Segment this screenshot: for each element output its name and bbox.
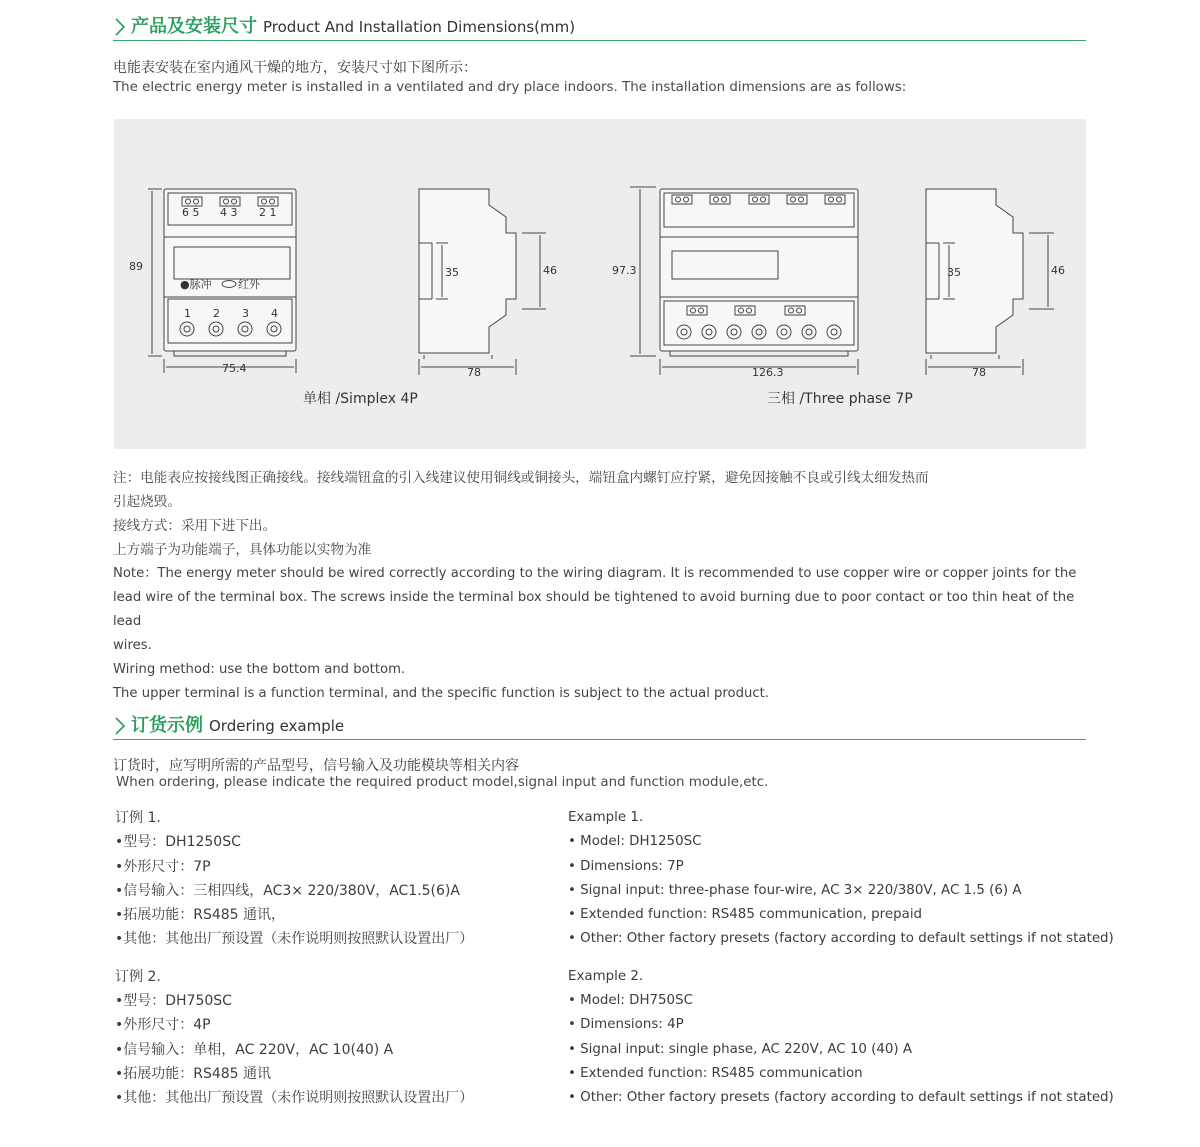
notes-block bbox=[113, 466, 1086, 706]
note-en-line4: Wiring method: use the bottom and bottom. bbox=[113, 662, 406, 677]
note-cn-line4: 上方端子为功能端子，具体功能以实物为准 bbox=[113, 542, 372, 558]
example-en-item: • Signal input: single phase, AC 220V, AC 10 (40) A bbox=[568, 1041, 913, 1057]
dimension-drawing bbox=[114, 119, 1086, 449]
example-cn-item: •其他：其他出厂预设置（未作说明则按照默认设置出厂） bbox=[115, 931, 474, 948]
example-en-item: • Dimensions: 7P bbox=[568, 858, 684, 874]
chevron-right-icon bbox=[113, 715, 127, 737]
examples-cn-column bbox=[115, 806, 473, 1111]
pulse-label: ●脉冲 bbox=[180, 278, 212, 291]
three-phase-caption: 三相 /Three phase 7P bbox=[767, 391, 913, 407]
terminal-label-21: 2 1 bbox=[259, 206, 277, 219]
example-en-item: • Extended function: RS485 communication, prepaid bbox=[568, 907, 923, 923]
example-cn-item: •外形尺寸：7P bbox=[115, 858, 211, 875]
three-phase-side-view bbox=[926, 189, 1054, 375]
example-cn-item: •型号：DH750SC bbox=[115, 993, 232, 1010]
bottom-terminal-4: 4 bbox=[271, 307, 278, 320]
example-en-item: • Extended function: RS485 communication bbox=[568, 1065, 863, 1081]
examples-en-column bbox=[568, 806, 1114, 1111]
single-side-outer-dim: 46 bbox=[543, 264, 557, 277]
example-en-item: • Model: DH750SC bbox=[568, 993, 693, 1009]
example-cn-item: •信号输入：单相，AC 220V，AC 10(40) A bbox=[115, 1041, 394, 1058]
infrared-label: 红外 bbox=[238, 278, 260, 291]
example-cn-item: •型号：DH1250SC bbox=[115, 834, 241, 851]
example-en-item: • Other: Other factory presets (factory according to default settings if not stated) bbox=[568, 931, 1114, 947]
note-en-line1: Note：The energy meter should be wired correctly according to the wiring diagram. It is recommended to use copper wire or copper joints for the bbox=[113, 566, 1077, 581]
single-height-dim: 89 bbox=[129, 260, 143, 273]
ordering-intro-en: When ordering, please indicate the required product model,signal input and function module,etc. bbox=[116, 775, 769, 790]
note-en-line5: The upper terminal is a function terminal, and the specific function is subject to the actual product. bbox=[113, 686, 769, 701]
example-en-item: • Model: DH1250SC bbox=[568, 834, 702, 850]
three-width-dim: 126.3 bbox=[752, 366, 784, 379]
dimension-diagram bbox=[114, 119, 1086, 449]
example-en-title: Example 1. bbox=[568, 810, 644, 825]
bottom-terminal-2: 2 bbox=[213, 307, 220, 320]
note-cn-line1: 注：电能表应按接线图正确接线。接线端钮盒的引入线建议使用铜线或铜接头，端钮盒内螺钉应拧紧，避免因接触不良或引线太细发热而 bbox=[113, 470, 929, 486]
example-en-item: • Other: Other factory presets (factory according to default settings if not stated) bbox=[568, 1090, 1114, 1106]
chevron-right-icon bbox=[113, 16, 127, 38]
intro-en: The electric energy meter is installed in a ventilated and dry place indoors. The installation dimensions are as follows: bbox=[113, 80, 907, 95]
section-title-en: Ordering example bbox=[209, 717, 345, 735]
three-side-width-dim: 78 bbox=[972, 366, 986, 379]
single-side-inner-dim: 35 bbox=[445, 266, 459, 279]
example-en-item: • Signal input: three-phase four-wire, AC 3× 220/380V, AC 1.5 (6) A bbox=[568, 882, 1022, 898]
example-en-title: Example 2. bbox=[568, 968, 644, 984]
three-side-outer-dim: 46 bbox=[1051, 264, 1065, 277]
example-cn-title: 订例 1. bbox=[115, 810, 161, 826]
bottom-terminal-3: 3 bbox=[242, 307, 249, 320]
three-side-inner-dim: 35 bbox=[947, 266, 961, 279]
note-cn-line2: 引起烧毁。 bbox=[113, 494, 181, 510]
section-header-dimensions bbox=[113, 10, 1086, 41]
note-en-line2: lead wire of the terminal box. The screws inside the terminal box should be tightened to avoid burning due to poor contact or too thin heat of the lead bbox=[113, 590, 1075, 629]
three-phase-front-view bbox=[630, 187, 858, 375]
single-phase-side-view bbox=[419, 189, 546, 375]
section-header-ordering bbox=[113, 709, 1086, 740]
example-en-item: • Dimensions: 4P bbox=[568, 1017, 684, 1033]
section-title-cn: 订货示例 bbox=[131, 715, 203, 736]
terminal-label-43: 4 3 bbox=[220, 206, 238, 219]
section-title-cn: 产品及安装尺寸 bbox=[131, 16, 257, 37]
single-side-width-dim: 78 bbox=[467, 366, 481, 379]
section-title-en: Product And Installation Dimensions(mm) bbox=[263, 18, 576, 36]
note-en-line3: wires. bbox=[113, 638, 152, 653]
intro-cn: 电能表安装在室内通风干燥的地方，安装尺寸如下图所示： bbox=[113, 60, 477, 76]
three-height-dim: 97.3 bbox=[612, 264, 637, 277]
example-cn-item: •信号输入：三相四线，AC3× 220/380V，AC1.5(6)A bbox=[115, 882, 460, 899]
example-cn-item: •拓展功能：RS485 通讯 bbox=[115, 1065, 272, 1082]
single-phase-caption: 单相 /Simplex 4P bbox=[303, 391, 418, 407]
example-cn-item: •其他：其他出厂预设置（未作说明则按照默认设置出厂） bbox=[115, 1090, 474, 1107]
example-cn-item: •外形尺寸：4P bbox=[115, 1017, 211, 1034]
example-cn-item: •拓展功能：RS485 通讯， bbox=[115, 907, 286, 924]
example-cn-title: 订例 2. bbox=[115, 968, 161, 985]
terminal-label-65: 6 5 bbox=[182, 206, 200, 219]
note-cn-line3: 接线方式：采用下进下出。 bbox=[113, 518, 277, 534]
bottom-terminal-1: 1 bbox=[184, 307, 191, 320]
ordering-intro-cn: 订货时，应写明所需的产品型号，信号输入及功能模块等相关内容 bbox=[113, 758, 519, 774]
single-width-dim: 75.4 bbox=[222, 362, 247, 375]
